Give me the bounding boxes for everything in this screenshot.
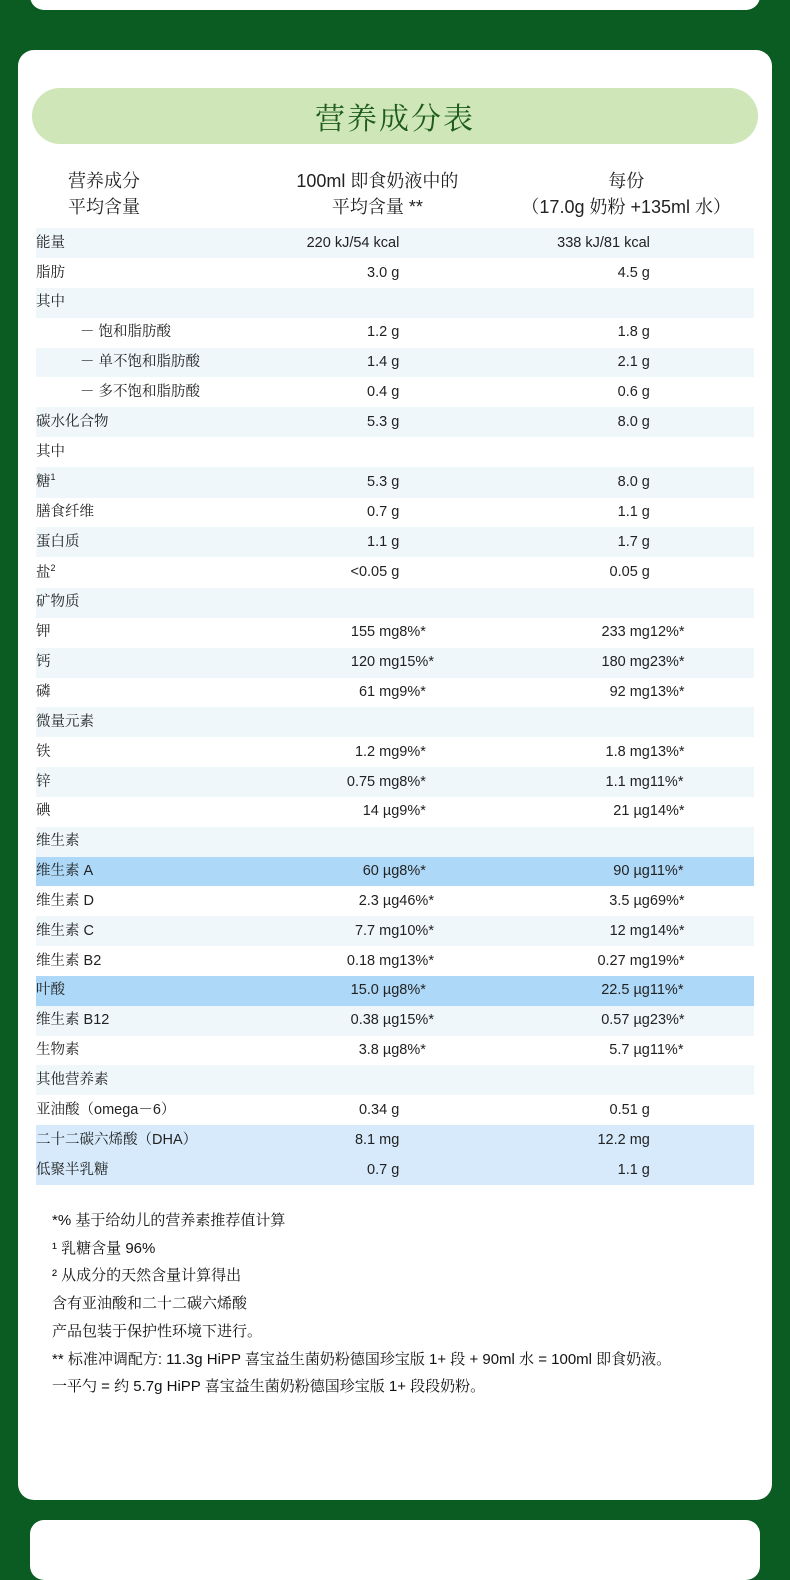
row-value-per100ml: 0.38 µg [262, 1006, 399, 1036]
row-percent-per100ml: 46%* [399, 886, 499, 916]
row-nutrient-name: 维生素 [36, 827, 262, 857]
table-header-row [36, 168, 754, 220]
table-row [36, 737, 754, 767]
footnote-line: 一平勺 = 约 5.7g HiPP 喜宝益生菌奶粉德国珍宝版 1+ 段段奶粉。 [52, 1378, 486, 1396]
row-value-perserving: 4.5 g [500, 258, 650, 288]
top-card-edge [30, 0, 760, 10]
row-percent-perserving: 12%* [650, 618, 754, 648]
row-value-per100ml: 3.8 µg [262, 1036, 399, 1066]
nutrition-table [36, 228, 754, 1185]
row-value-per100ml: 1.4 g [262, 348, 399, 378]
row-nutrient-name: 碘 [36, 797, 262, 827]
table-row [36, 288, 754, 318]
table-row [36, 767, 754, 797]
row-nutrient-name: 二十二碳六烯酸（DHA） [36, 1125, 262, 1155]
row-percent-perserving [650, 228, 754, 258]
footnote-line: 含有亚油酸和二十二碳六烯酸 [52, 1295, 248, 1313]
row-value-perserving: 180 mg [500, 648, 650, 678]
row-nutrient-name: 蛋白质 [36, 527, 262, 557]
row-value-per100ml: <0.05 g [262, 557, 399, 588]
row-percent-perserving: 23%* [650, 1006, 754, 1036]
table-row [36, 797, 754, 827]
row-percent-per100ml [399, 527, 499, 557]
header-col-nutrient-line2: 平均含量 [68, 197, 140, 218]
row-value-per100ml: 0.7 g [262, 1155, 399, 1185]
row-percent-per100ml [399, 1155, 499, 1185]
row-nutrient-name: 维生素 A [36, 857, 262, 887]
row-value-perserving: 233 mg [500, 618, 650, 648]
row-value-per100ml [262, 1065, 399, 1095]
table-row [36, 678, 754, 708]
row-nutrient-name: 维生素 B2 [36, 946, 262, 976]
row-nutrient-name: 脂肪 [36, 258, 262, 288]
row-value-perserving: 0.57 µg [500, 1006, 650, 1036]
row-nutrient-name: 能量 [36, 228, 262, 258]
row-percent-perserving: 11%* [650, 1036, 754, 1066]
row-value-perserving: 1.1 g [500, 498, 650, 528]
row-value-per100ml [262, 588, 399, 618]
row-percent-perserving: 13%* [650, 737, 754, 767]
row-percent-per100ml [399, 588, 499, 618]
row-value-perserving: 22.5 µg [500, 976, 650, 1006]
row-nutrient-name: 维生素 C [36, 916, 262, 946]
row-value-perserving [500, 707, 650, 737]
row-percent-perserving [650, 258, 754, 288]
row-value-perserving [500, 437, 650, 467]
row-value-perserving: 1.8 mg [500, 737, 650, 767]
table-row [36, 1065, 754, 1095]
row-percent-per100ml: 8%* [399, 767, 499, 797]
table-row [36, 1006, 754, 1036]
row-value-per100ml: 155 mg [262, 618, 399, 648]
row-percent-perserving [650, 318, 754, 348]
row-value-perserving: 0.51 g [500, 1095, 650, 1125]
row-percent-perserving [650, 527, 754, 557]
row-value-per100ml: 2.3 µg [262, 886, 399, 916]
row-percent-perserving: 69%* [650, 886, 754, 916]
row-percent-perserving: 19%* [650, 946, 754, 976]
row-value-per100ml: 60 µg [262, 857, 399, 887]
bottom-card-edge [30, 1520, 760, 1580]
row-value-per100ml [262, 288, 399, 318]
row-value-per100ml: 61 mg [262, 678, 399, 708]
row-nutrient-name: 生物素 [36, 1036, 262, 1066]
row-value-perserving [500, 1065, 650, 1095]
row-nutrient-name: － 单不饱和脂肪酸 [36, 348, 262, 378]
nutrition-panel [18, 50, 772, 1500]
row-percent-perserving [650, 557, 754, 588]
row-value-perserving: 1.8 g [500, 318, 650, 348]
row-nutrient-name: － 饱和脂肪酸 [36, 318, 262, 348]
table-row [36, 1125, 754, 1155]
footnote-marker: 1 [50, 472, 56, 483]
row-percent-perserving [650, 407, 754, 437]
table-row [36, 707, 754, 737]
row-value-perserving: 0.6 g [500, 377, 650, 407]
table-row [36, 916, 754, 946]
row-percent-per100ml [399, 288, 499, 318]
row-value-per100ml: 14 µg [262, 797, 399, 827]
row-percent-per100ml: 8%* [399, 618, 499, 648]
row-percent-perserving [650, 498, 754, 528]
row-value-perserving: 338 kJ/81 kcal [500, 228, 650, 258]
row-nutrient-name: 铁 [36, 737, 262, 767]
page-title: 营养成分表 [315, 103, 475, 136]
table-row [36, 886, 754, 916]
row-percent-perserving: 23%* [650, 648, 754, 678]
row-percent-per100ml: 8%* [399, 857, 499, 887]
row-value-perserving: 8.0 g [500, 467, 650, 498]
row-percent-per100ml: 15%* [399, 648, 499, 678]
table-row [36, 976, 754, 1006]
table-row [36, 588, 754, 618]
row-value-perserving: 1.7 g [500, 527, 650, 557]
row-percent-perserving [650, 1095, 754, 1125]
row-percent-perserving [650, 1065, 754, 1095]
row-nutrient-name: － 多不饱和脂肪酸 [36, 377, 262, 407]
footnote-marker: 2 [50, 562, 56, 573]
row-percent-per100ml: 8%* [399, 1036, 499, 1066]
row-percent-per100ml [399, 498, 499, 528]
table-row [36, 407, 754, 437]
row-nutrient-name: 碳水化合物 [36, 407, 262, 437]
row-percent-per100ml: 9%* [399, 678, 499, 708]
row-percent-perserving: 14%* [650, 916, 754, 946]
row-nutrient-name: 磷 [36, 678, 262, 708]
footnote-line: ¹ 乳糖含量 96% [52, 1239, 156, 1257]
row-percent-per100ml [399, 348, 499, 378]
footnote-line: ² 从成分的天然含量计算得出 [52, 1267, 242, 1285]
row-percent-per100ml [399, 407, 499, 437]
row-percent-perserving [650, 377, 754, 407]
table-row [36, 618, 754, 648]
row-value-per100ml: 5.3 g [262, 467, 399, 498]
table-row [36, 1095, 754, 1125]
table-row [36, 228, 754, 258]
row-percent-perserving [650, 1155, 754, 1185]
row-value-per100ml [262, 707, 399, 737]
row-nutrient-name: 维生素 B12 [36, 1006, 262, 1036]
row-value-per100ml [262, 827, 399, 857]
footnote-line: 产品包装于保护性环境下进行。 [52, 1322, 263, 1340]
table-row [36, 467, 754, 498]
row-value-perserving [500, 827, 650, 857]
row-percent-per100ml: 10%* [399, 916, 499, 946]
table-row [36, 857, 754, 887]
row-value-perserving: 21 µg [500, 797, 650, 827]
row-value-perserving: 2.1 g [500, 348, 650, 378]
row-value-per100ml: 8.1 mg [262, 1125, 399, 1155]
row-percent-per100ml [399, 827, 499, 857]
row-percent-per100ml [399, 258, 499, 288]
row-value-perserving: 90 µg [500, 857, 650, 887]
table-row [36, 318, 754, 348]
footnote-line: ** 标准冲调配方: 11.3g HiPP 喜宝益生菌奶粉德国珍宝版 1+ 段 + 90ml 水 = 100ml 即食奶液。 [52, 1350, 672, 1368]
row-nutrient-name: 其中 [36, 288, 262, 318]
row-percent-per100ml [399, 228, 499, 258]
row-percent-per100ml [399, 437, 499, 467]
row-percent-per100ml [399, 1065, 499, 1095]
footnotes [18, 1207, 772, 1401]
row-value-per100ml: 15.0 µg [262, 976, 399, 1006]
row-nutrient-name: 亚油酸（omega－6） [36, 1095, 262, 1125]
row-percent-perserving [650, 707, 754, 737]
table-row [36, 437, 754, 467]
row-value-per100ml: 0.4 g [262, 377, 399, 407]
panel-title-bar [32, 88, 758, 144]
row-percent-per100ml: 8%* [399, 976, 499, 1006]
row-value-perserving [500, 288, 650, 318]
row-percent-perserving [650, 467, 754, 498]
row-percent-per100ml [399, 557, 499, 588]
header-col-per100ml-line2: 平均含量 ** [331, 197, 423, 218]
header-col-perserving-line2: （17.0g 奶粉 +135ml 水） [521, 197, 732, 218]
header-col-per100ml [256, 168, 498, 220]
row-percent-perserving: 11%* [650, 857, 754, 887]
row-value-per100ml: 3.0 g [262, 258, 399, 288]
row-value-perserving: 0.05 g [500, 557, 650, 588]
table-row [36, 348, 754, 378]
row-nutrient-name: 锌 [36, 767, 262, 797]
row-percent-perserving [650, 288, 754, 318]
row-nutrient-name: 矿物质 [36, 588, 262, 618]
row-value-per100ml: 0.18 mg [262, 946, 399, 976]
table-row [36, 377, 754, 407]
row-value-perserving: 12.2 mg [500, 1125, 650, 1155]
table-row [36, 1155, 754, 1185]
table-row [36, 1036, 754, 1066]
row-percent-per100ml: 13%* [399, 946, 499, 976]
row-nutrient-name: 其他营养素 [36, 1065, 262, 1095]
footnote-line: *% 基于给幼儿的营养素推荐值计算 [52, 1211, 286, 1229]
row-value-per100ml: 0.75 mg [262, 767, 399, 797]
header-col-nutrient [36, 168, 256, 220]
row-value-per100ml: 5.3 g [262, 407, 399, 437]
row-percent-per100ml: 9%* [399, 797, 499, 827]
table-row [36, 498, 754, 528]
row-value-per100ml: 1.2 mg [262, 737, 399, 767]
row-nutrient-name: 钙 [36, 648, 262, 678]
row-nutrient-name: 钾 [36, 618, 262, 648]
table-row [36, 258, 754, 288]
row-percent-perserving [650, 1125, 754, 1155]
row-nutrient-name: 糖$^1$ [36, 467, 262, 498]
row-value-per100ml: 1.2 g [262, 318, 399, 348]
row-value-perserving: 5.7 µg [500, 1036, 650, 1066]
row-value-perserving: 92 mg [500, 678, 650, 708]
row-value-perserving: 1.1 g [500, 1155, 650, 1185]
row-value-perserving: 0.27 mg [500, 946, 650, 976]
row-value-perserving: 1.1 mg [500, 767, 650, 797]
table-row [36, 827, 754, 857]
row-percent-per100ml [399, 1095, 499, 1125]
row-value-per100ml: 0.7 g [262, 498, 399, 528]
row-value-perserving: 3.5 µg [500, 886, 650, 916]
row-nutrient-name: 盐$^2$ [36, 557, 262, 588]
row-value-per100ml: 7.7 mg [262, 916, 399, 946]
row-percent-per100ml [399, 1125, 499, 1155]
row-percent-per100ml: 9%* [399, 737, 499, 767]
row-percent-perserving [650, 437, 754, 467]
row-percent-per100ml [399, 707, 499, 737]
row-percent-perserving: 13%* [650, 678, 754, 708]
row-nutrient-name: 低聚半乳糖 [36, 1155, 262, 1185]
row-percent-perserving: 14%* [650, 797, 754, 827]
row-percent-per100ml [399, 377, 499, 407]
row-percent-perserving [650, 588, 754, 618]
table-row [36, 557, 754, 588]
row-value-perserving: 8.0 g [500, 407, 650, 437]
row-value-per100ml: 220 kJ/54 kcal [262, 228, 399, 258]
row-nutrient-name: 膳食纤维 [36, 498, 262, 528]
row-value-per100ml: 120 mg [262, 648, 399, 678]
table-row [36, 648, 754, 678]
row-nutrient-name: 维生素 D [36, 886, 262, 916]
header-col-perserving [498, 168, 754, 220]
header-col-perserving-line1: 每份 [608, 171, 645, 191]
row-percent-per100ml [399, 467, 499, 498]
row-nutrient-name: 叶酸 [36, 976, 262, 1006]
row-nutrient-name: 微量元素 [36, 707, 262, 737]
row-percent-perserving: 11%* [650, 767, 754, 797]
row-value-per100ml: 1.1 g [262, 527, 399, 557]
row-percent-perserving [650, 827, 754, 857]
row-percent-per100ml: 15%* [399, 1006, 499, 1036]
header-col-nutrient-line1: 营养成分 [68, 171, 140, 191]
header-col-per100ml-line1: 100ml 即食奶液中的 [296, 171, 459, 191]
table-row [36, 946, 754, 976]
row-percent-per100ml [399, 318, 499, 348]
row-value-per100ml [262, 437, 399, 467]
row-value-perserving [500, 588, 650, 618]
row-value-perserving: 12 mg [500, 916, 650, 946]
row-value-per100ml: 0.34 g [262, 1095, 399, 1125]
table-row [36, 527, 754, 557]
row-nutrient-name: 其中 [36, 437, 262, 467]
row-percent-perserving [650, 348, 754, 378]
row-percent-perserving: 11%* [650, 976, 754, 1006]
